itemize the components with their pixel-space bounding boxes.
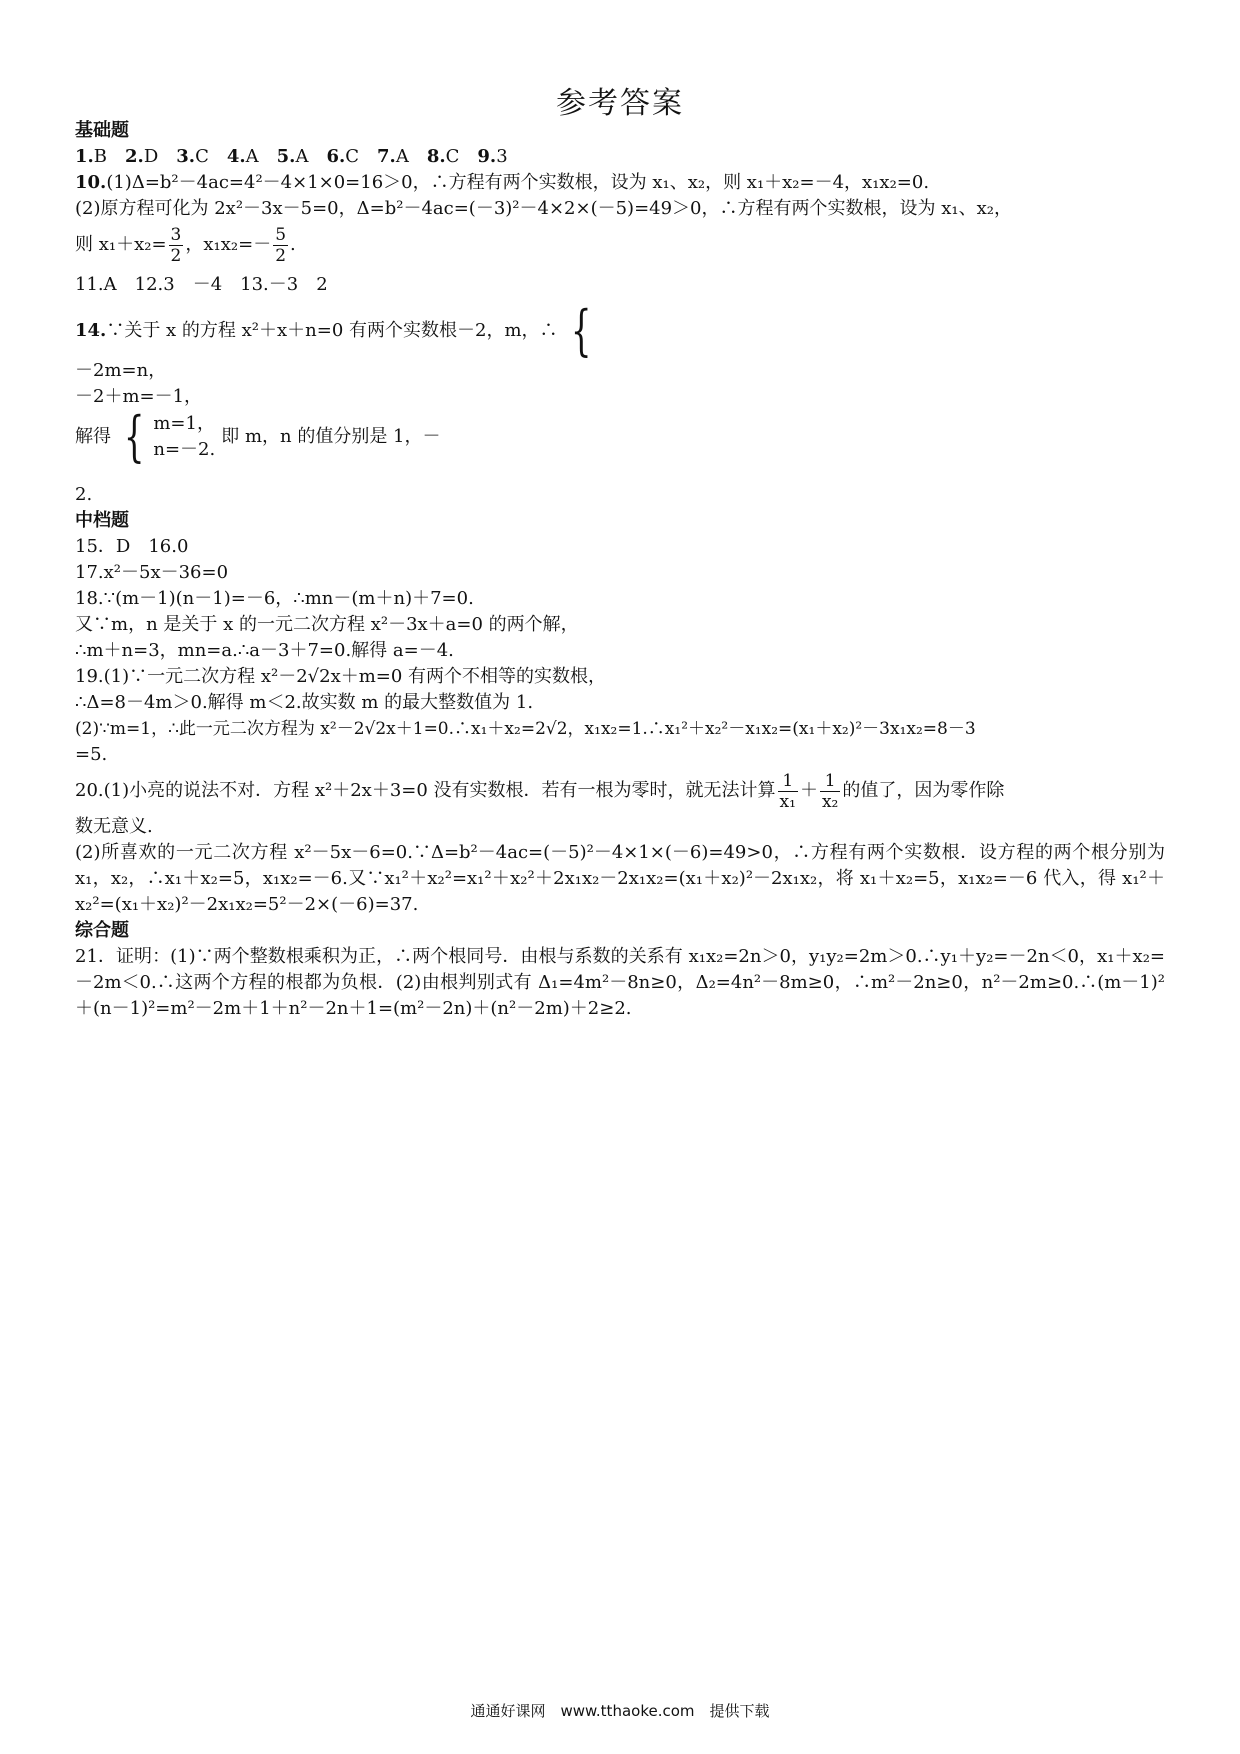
answer-choice: A xyxy=(295,146,309,167)
q14-system-1 xyxy=(564,299,600,362)
q20-part2: (2)所喜欢的一元二次方程 x²－5x－6=0.∵Δ=b²－4ac=(－5)²－4×1×(－6)=49>0，∴方程有两个实数根．设方程的两个根分别为 x₁，x₂，∴x₁＋x₂=5，x₁x₂=－6.又∵x₁²＋x₂²=x₁²＋x₂²＋2x₁x₂－2x₁x₂=(x₁＋x₂)²－2x₁x₂，将 x₁＋x₂=5，x₁x₂=－6 代入，得 x₁²＋x₂²=(x₁＋x₂)²－2x₁x₂=5²－2×(－6)=37. xyxy=(75,842,1165,915)
q14-lead: ∵关于 x 的方程 x²＋x＋n=0 有两个实数根－2，m，∴ xyxy=(106,320,558,341)
answer-choice: 3 xyxy=(496,146,508,167)
answer-choice: C xyxy=(445,146,460,167)
answer-number: 8. xyxy=(426,146,446,167)
answer-choice: C xyxy=(195,146,209,167)
q14-line xyxy=(75,299,1165,362)
answers-1-9 xyxy=(75,144,1165,170)
q10-part1 xyxy=(75,170,1165,196)
q18-line2: 又∵m，n 是关于 x 的一元二次方程 x²－3x＋a=0 的两个解， xyxy=(75,614,579,635)
q20-line2: 数无意义. xyxy=(75,816,153,837)
q18-line3: ∴m＋n=3，mn=a.∴a－3＋7=0.解得 a=－4. xyxy=(75,640,454,661)
q10-sum-denominator: 2 xyxy=(170,245,182,266)
answer-choice: C xyxy=(345,146,360,167)
q19-line3: (2)∵m=1，∴此一元二次方程为 x²－2√2x＋1=0.∴x₁＋x₂=2√2，x₁x₂=1.∴x₁²＋x₂²－x₁x₂=(x₁＋x₂)²－3x₁x₂=8－3 xyxy=(75,719,976,739)
q10-sum-numerator: 3 xyxy=(170,224,182,245)
answer-21: 21．证明：(1)∵两个整数根乘积为正，∴两个根同号．由根与系数的关系有 x₁x₂=2n＞0，y₁y₂=2m＞0.∴y₁＋y₂=－2n＜0，x₁＋x₂=－2m＜0.∴这两个方程的根都为负根．(2)由根判别式有 Δ₁=4m²－8n≥0，Δ₂=4n²－8m≥0，∴m²－2n≥0，n²－2m≥0.∴(m－1)²＋(n－1)²=m²－2m＋1＋n²－2n＋1=(m²－2n)＋(n²－2m)＋2≥2. xyxy=(75,946,1165,1019)
left-brace-icon: { xyxy=(570,299,592,362)
answer-choice: A xyxy=(245,146,259,167)
answer-choice: A xyxy=(395,146,409,167)
left-brace-icon: { xyxy=(123,405,145,468)
answer-content xyxy=(75,118,1165,1022)
answer-number: 6. xyxy=(326,146,346,167)
q10-part3 xyxy=(75,222,1165,268)
q10-part2: (2)原方程可化为 2x²－3x－5=0，Δ=b²－4ac=(－3)²－4×2×(－5)=49＞0，∴方程有两个实数根，设为 x₁、x₂， xyxy=(75,198,1012,219)
q10-prod-denominator: 2 xyxy=(275,245,287,266)
answer-17: 17.x²－5x－36=0 xyxy=(75,562,229,583)
q19-line4: =5. xyxy=(75,744,108,765)
answer-number: 4. xyxy=(226,146,246,167)
answer-number: 1. xyxy=(75,146,94,167)
answer-number: 9. xyxy=(477,146,497,167)
q10-prod-numerator: 5 xyxy=(275,224,287,245)
q19-line2: ∴Δ=8－4m＞0.解得 m＜2.故实数 m 的最大整数值为 1. xyxy=(75,692,534,713)
answer-choice: B xyxy=(93,146,108,167)
answer-number: 2. xyxy=(125,146,144,167)
q20-fraction-1 xyxy=(778,771,798,812)
q14-tail: 即 m，n 的值分别是 1，－ xyxy=(221,426,441,447)
q14-system2-eq1: m=1， xyxy=(153,413,215,434)
answer-number: 7. xyxy=(377,146,396,167)
answer-choice: D xyxy=(143,146,159,167)
q10-prod-lead: ，x₁x₂=－ xyxy=(185,234,272,255)
q14-tail-2: 2. xyxy=(75,484,93,505)
q14-number: 14. xyxy=(75,320,107,341)
footer-source: 通通好课网 www.tthaoke.com 提供下载 xyxy=(470,1702,770,1720)
q14-solve: 解得 xyxy=(75,426,111,447)
q14-system-2 xyxy=(117,405,216,468)
q19-line1: 19.(1)∵一元二次方程 x²－2√2x＋m=0 有两个不相等的实数根， xyxy=(75,666,607,687)
page-title: 参考答案 xyxy=(556,86,684,121)
q18-line1: 18.∵(m－1)(n－1)=－6，∴mn－(m＋n)＋7=0. xyxy=(75,588,474,609)
answer-number: 5. xyxy=(276,146,296,167)
q20-frac1-numerator: 1 xyxy=(778,771,798,792)
q20-lead: 20.(1)小亮的说法不对．方程 x²＋2x＋3=0 没有实数根．若有一根为零时，就无法计算 xyxy=(75,780,776,801)
q10-end: . xyxy=(290,234,296,255)
q14-system1-eq2: －2＋m=－1， xyxy=(75,386,203,407)
q10-prod-fraction xyxy=(273,225,288,266)
section-middle-heading: 中档题 xyxy=(75,510,129,531)
section-basic-heading: 基础题 xyxy=(75,120,129,141)
q20-line1 xyxy=(75,768,1165,814)
q10-sum-lead: 则 x₁＋x₂= xyxy=(75,234,167,255)
q20-plus: ＋ xyxy=(799,780,818,801)
q10-number: 10. xyxy=(75,172,107,193)
q20-tail: 的值了，因为零作除 xyxy=(842,780,1005,801)
q14-system1-eq1: －2m=n， xyxy=(75,360,167,381)
answers-15-16: 15．D 16.0 xyxy=(75,536,189,557)
q10-part1-text: (1)Δ=b²－4ac=4²－4×1×0=16＞0，∴方程有两个实数根，设为 x₁、x₂，则 x₁＋x₂=－4，x₁x₂=0. xyxy=(106,172,930,193)
q20-frac2-denominator: x₂ xyxy=(821,791,839,812)
answer-number: 3. xyxy=(176,146,196,167)
q10-sum-fraction xyxy=(169,225,184,266)
q14-system2-eq2: n=－2. xyxy=(153,439,216,460)
q20-frac2-numerator: 1 xyxy=(820,771,840,792)
section-comprehensive-heading: 综合题 xyxy=(75,920,129,941)
q20-fraction-2 xyxy=(820,771,840,812)
answers-11-13: 11.A 12.3 －4 13.－3 2 xyxy=(75,274,328,295)
q20-frac1-denominator: x₁ xyxy=(779,791,796,812)
